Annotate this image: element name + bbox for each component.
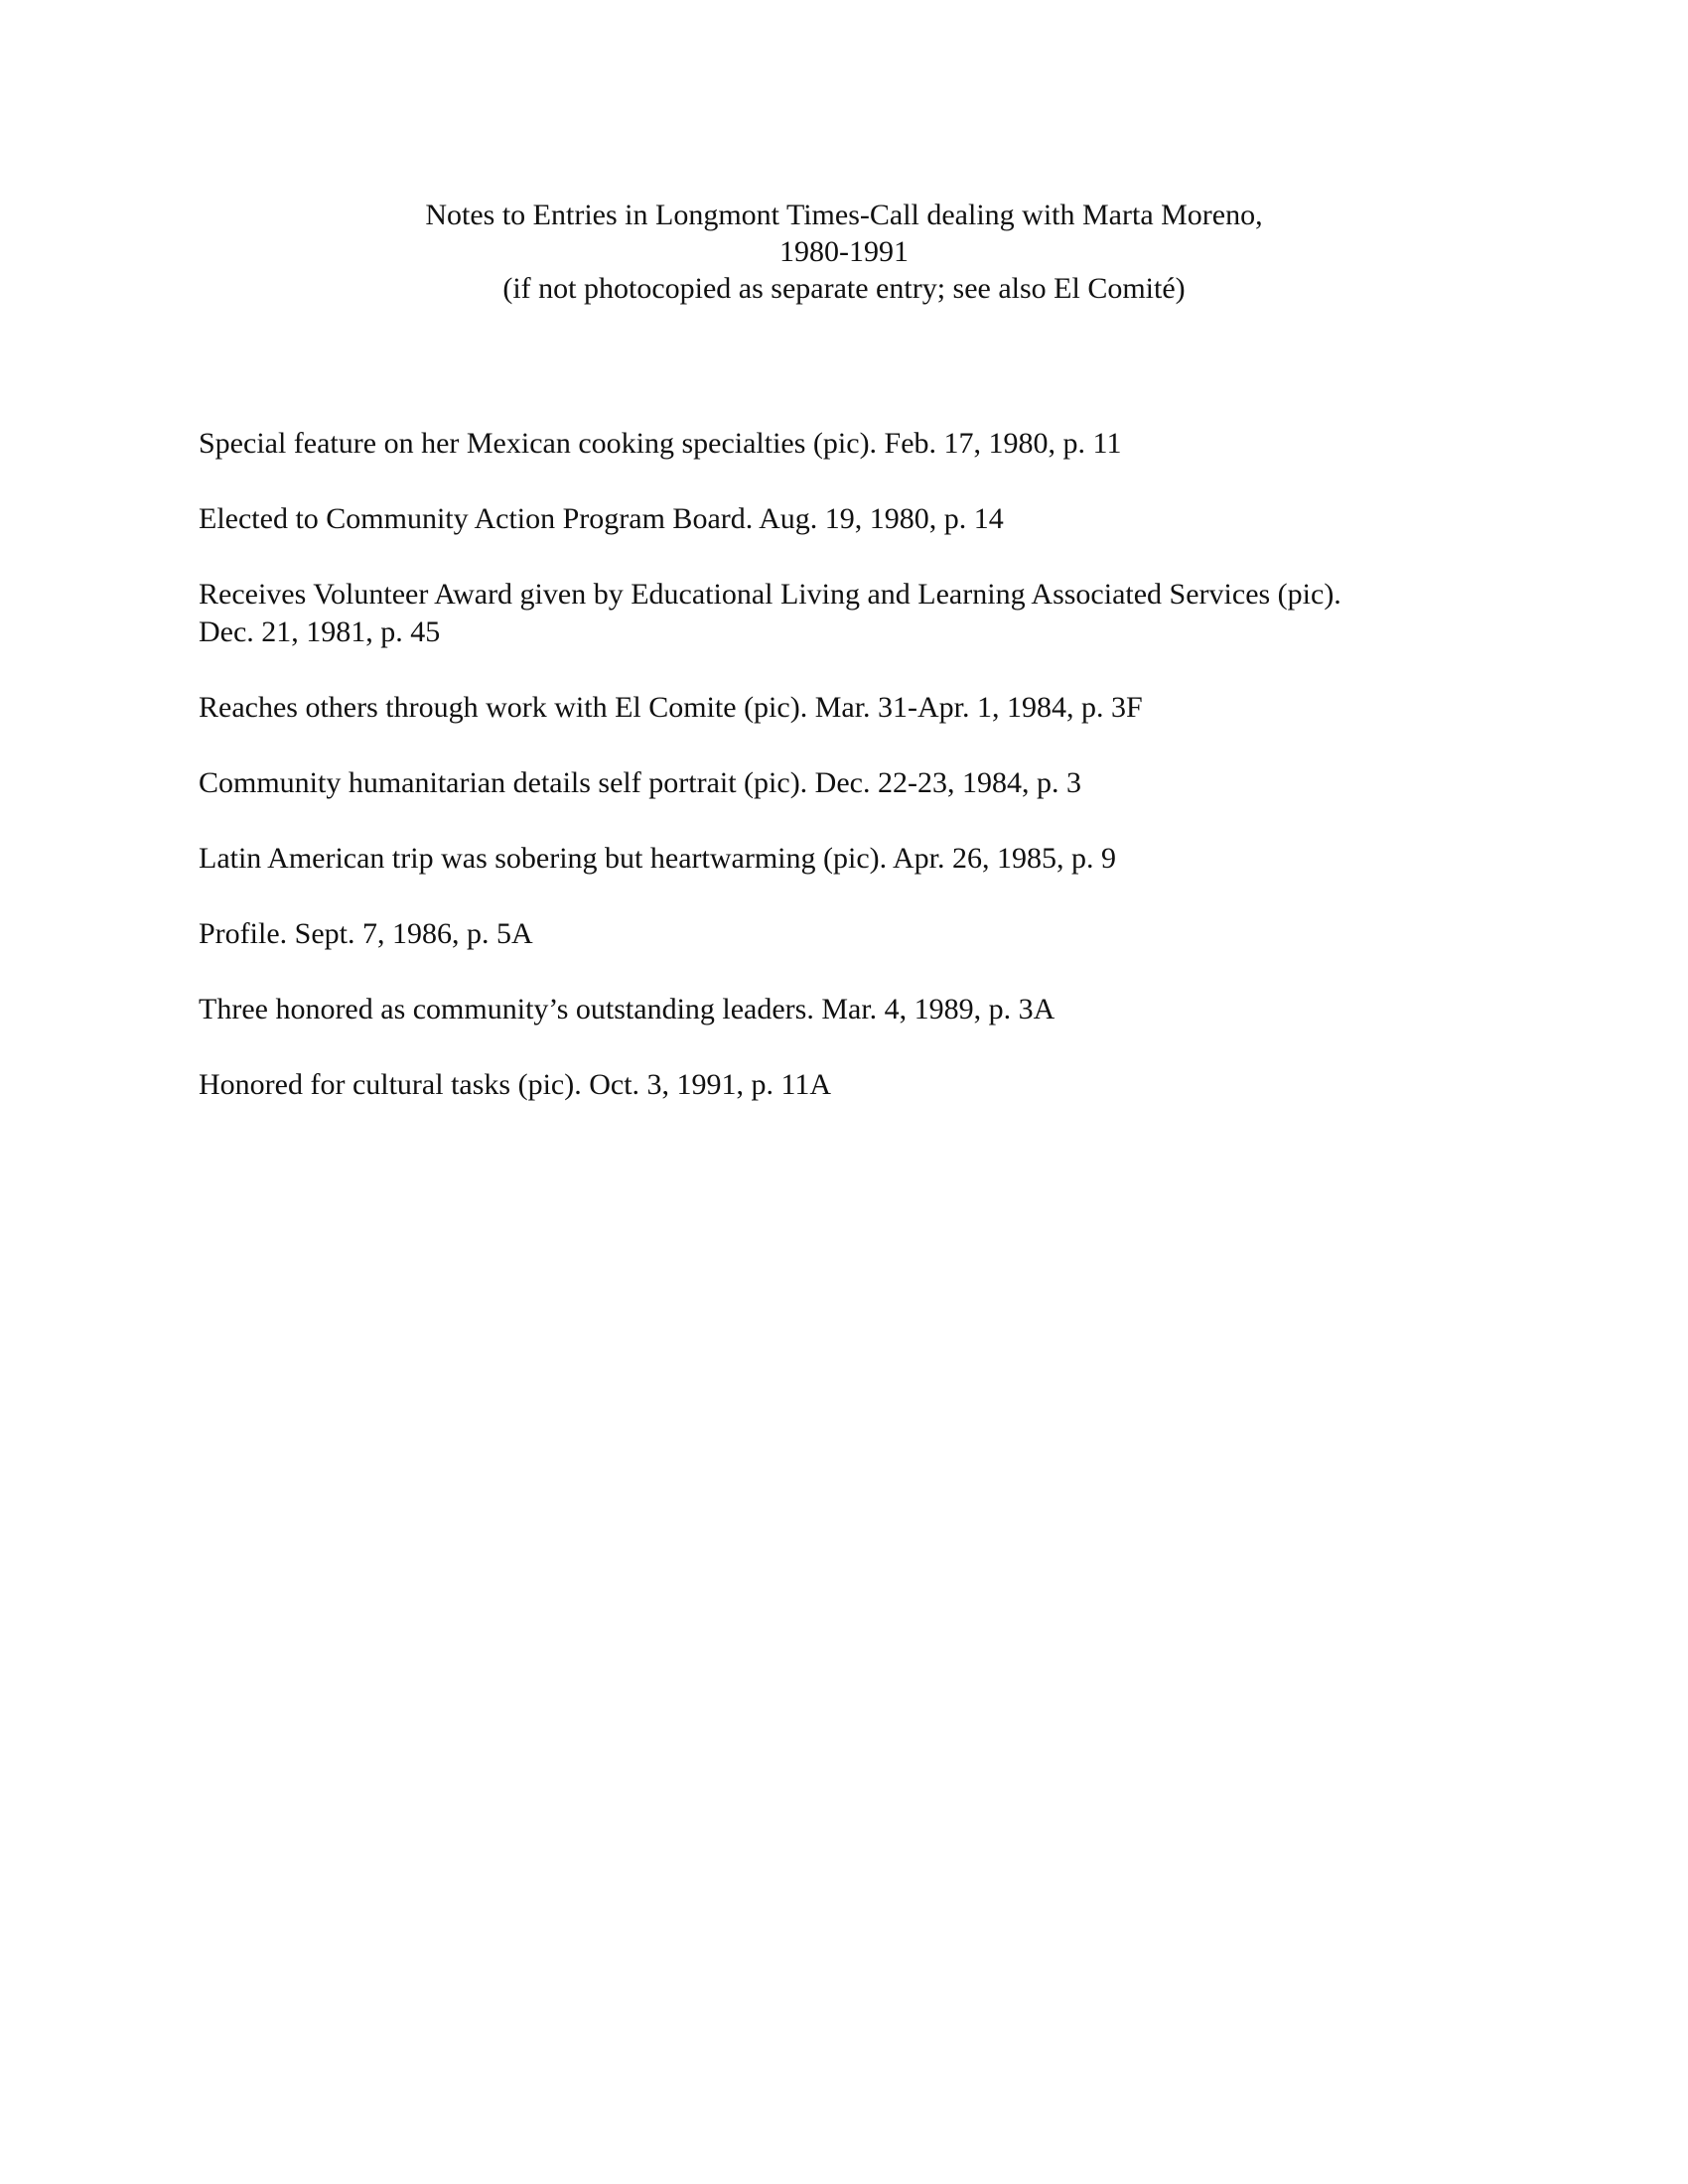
list-item (199, 840, 1509, 878)
list-item (199, 764, 1509, 802)
entry-text: Latin American trip was sobering but heartwarming (pic). Apr. 26, 1985, p. 9 (199, 842, 1116, 875)
entry-text: Profile. Sept. 7, 1986, p. 5A (199, 917, 533, 950)
entry-text: Community humanitarian details self portrait (pic). Dec. 22-23, 1984, p. 3 (199, 766, 1081, 799)
entry-text-continued: Dec. 21, 1981, p. 45 (199, 615, 441, 648)
list-item (199, 689, 1509, 727)
list-item (199, 991, 1509, 1028)
entry-text: Three honored as community’s outstanding leaders. Mar. 4, 1989, p. 3A (199, 993, 1055, 1025)
list-item (199, 915, 1509, 953)
list-item (199, 576, 1509, 651)
list-item (199, 1066, 1509, 1104)
entry-text: Elected to Community Action Program Board. Aug. 19, 1980, p. 14 (199, 502, 1004, 535)
heading-line-1: Notes to Entries in Longmont Times-Call dealing with Marta Moreno, (425, 199, 1263, 231)
entry-text: Receives Volunteer Award given by Educational Living and Learning Associated Services (pic). (199, 578, 1341, 611)
entry-text: Special feature on her Mexican cooking specialties (pic). Feb. 17, 1980, p. 11 (199, 427, 1122, 460)
list-item (199, 500, 1509, 538)
heading-line-2: 1980-1991 (779, 235, 909, 268)
document-heading (199, 197, 1489, 307)
entry-text: Reaches others through work with El Comite (pic). Mar. 31-Apr. 1, 1984, p. 3F (199, 691, 1143, 724)
heading-line-3: (if not photocopied as separate entry; see also El Comité) (502, 272, 1186, 305)
entry-list (199, 425, 1509, 1142)
entry-text: Honored for cultural tasks (pic). Oct. 3, 1991, p. 11A (199, 1068, 832, 1101)
list-item (199, 425, 1509, 463)
